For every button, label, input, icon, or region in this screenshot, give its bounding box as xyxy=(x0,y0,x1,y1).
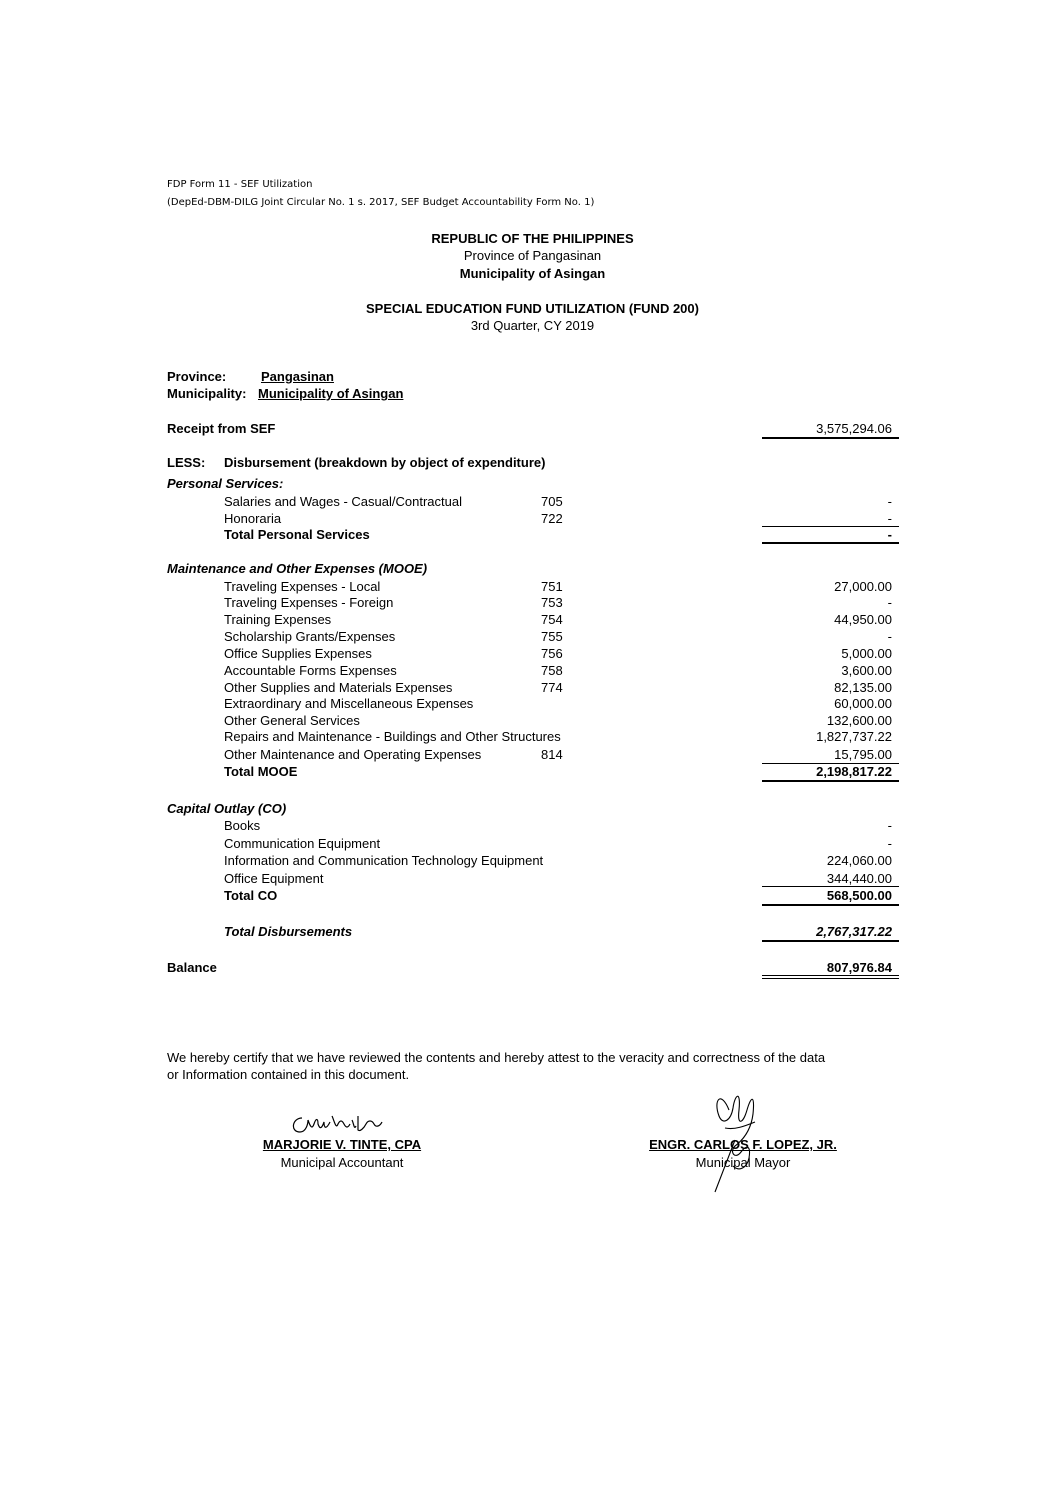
mooe-item-label: Repairs and Maintenance - Buildings and Other Structures xyxy=(224,729,561,744)
co-item-label: Communication Equipment xyxy=(224,836,381,851)
mooe-total-amount: 2,198,817.22 xyxy=(816,764,892,779)
co-item-label: Office Equipment xyxy=(224,871,324,886)
mooe-item-amount: 3,600.00 xyxy=(841,663,892,678)
municipality-value: Municipality of Asingan xyxy=(258,386,404,401)
province-value: Pangasinan xyxy=(261,369,334,384)
less-label: LESS: xyxy=(167,455,206,470)
mooe-item-amount: 5,000.00 xyxy=(841,646,892,661)
accountant-signature xyxy=(288,1110,388,1138)
report-title: SPECIAL EDUCATION FUND UTILIZATION (FUND 200) xyxy=(366,301,699,316)
mooe-item-amount: 82,135.00 xyxy=(834,680,892,695)
balance-amount: 807,976.84 xyxy=(826,960,892,975)
mooe-item-code: 758 xyxy=(541,663,563,678)
co-total-rule xyxy=(762,904,899,906)
republic-heading: REPUBLIC OF THE PHILIPPINES xyxy=(431,231,634,246)
mooe-item-label: Other General Services xyxy=(224,713,360,728)
ps-item-code: 722 xyxy=(541,511,563,526)
ps-item-label: Salaries and Wages - Casual/Contractual xyxy=(224,494,462,509)
mooe-item-amount: - xyxy=(887,595,892,610)
mooe-item-label: Extraordinary and Miscellaneous Expenses xyxy=(224,696,474,711)
co-item-amount: - xyxy=(887,818,892,833)
ps-total-rule xyxy=(762,542,899,544)
mooe-total-rule xyxy=(762,780,899,782)
province-label: Province: xyxy=(167,369,227,384)
co-heading: Capital Outlay (CO) xyxy=(167,801,287,816)
balance-label: Balance xyxy=(167,960,217,975)
form-number: FDP Form 11 - SEF Utilization xyxy=(167,179,313,190)
ps-total-label: Total Personal Services xyxy=(224,527,370,542)
co-item-amount: - xyxy=(887,836,892,851)
co-item-amount: 224,060.00 xyxy=(826,853,892,868)
mooe-item-label: Traveling Expenses - Foreign xyxy=(224,595,394,610)
mooe-item-amount: 27,000.00 xyxy=(834,579,892,594)
mooe-item-label: Traveling Expenses - Local xyxy=(224,579,381,594)
co-item-label: Information and Communication Technology Equipment xyxy=(224,853,544,868)
co-total-label: Total CO xyxy=(224,888,278,903)
less-text: Disbursement (breakdown by object of expenditure) xyxy=(224,455,546,470)
personal-services-heading: Personal Services: xyxy=(167,476,284,491)
ps-item-code: 705 xyxy=(541,494,563,509)
mooe-heading: Maintenance and Other Expenses (MOOE) xyxy=(167,561,428,576)
mooe-item-amount: 1,827,737.22 xyxy=(816,729,892,744)
total-disbursements-rule xyxy=(762,940,899,942)
mooe-item-label: Other Maintenance and Operating Expenses xyxy=(224,747,482,762)
mooe-item-code: 751 xyxy=(541,579,563,594)
receipt-rule xyxy=(762,437,899,439)
ps-item-amount: - xyxy=(887,494,892,509)
mooe-item-code: 774 xyxy=(541,680,563,695)
mooe-item-label: Accountable Forms Expenses xyxy=(224,663,397,678)
co-item-amount: 344,440.00 xyxy=(826,871,892,886)
accountant-title: Municipal Accountant xyxy=(280,1155,404,1170)
total-disbursements-label: Total Disbursements xyxy=(224,924,353,939)
mooe-item-amount: 44,950.00 xyxy=(834,612,892,627)
receipt-amount: 3,575,294.06 xyxy=(816,421,892,436)
receipt-label: Receipt from SEF xyxy=(167,421,276,436)
mooe-item-amount: 132,600.00 xyxy=(826,713,892,728)
co-total-amount: 568,500.00 xyxy=(826,888,892,903)
form-reference: (DepEd-DBM-DILG Joint Circular No. 1 s. 2017, SEF Budget Accountability Form No. 1) xyxy=(167,197,595,208)
total-disbursements-amount: 2,767,317.22 xyxy=(816,924,892,939)
ps-item-amount: - xyxy=(887,511,892,526)
certification-line-1: We hereby certify that we have reviewed the contents and hereby attest to the veracity and correctness of the data xyxy=(167,1050,826,1065)
mooe-item-label: Scholarship Grants/Expenses xyxy=(224,629,396,644)
mooe-item-code: 755 xyxy=(541,629,563,644)
balance-double-rule xyxy=(762,975,899,979)
co-item-label: Books xyxy=(224,818,261,833)
mayor-name: ENGR. CARLOS F. LOPEZ, JR. xyxy=(649,1137,837,1152)
certification-line-2: or Information contained in this document. xyxy=(167,1067,410,1082)
ps-total-amount: - xyxy=(887,527,892,542)
accountant-name: MARJORIE V. TINTE, CPA xyxy=(262,1137,422,1152)
mooe-item-code: 754 xyxy=(541,612,563,627)
mooe-item-amount: - xyxy=(887,629,892,644)
mooe-item-label: Training Expenses xyxy=(224,612,332,627)
mooe-item-code: 753 xyxy=(541,595,563,610)
municipality-heading: Municipality of Asingan xyxy=(459,266,606,281)
mooe-item-amount: 60,000.00 xyxy=(834,696,892,711)
mooe-item-label: Other Supplies and Materials Expenses xyxy=(224,680,453,695)
mayor-title: Municipal Mayor xyxy=(695,1155,791,1170)
co-subtotal-rule xyxy=(762,886,899,887)
municipality-label: Municipality: xyxy=(167,386,247,401)
mooe-item-code: 814 xyxy=(541,747,563,762)
mooe-item-label: Office Supplies Expenses xyxy=(224,646,372,661)
ps-item-label: Honoraria xyxy=(224,511,282,526)
mooe-item-code: 756 xyxy=(541,646,563,661)
mooe-total-label: Total MOOE xyxy=(224,764,298,779)
mooe-item-amount: 15,795.00 xyxy=(834,747,892,762)
province-heading: Province of Pangasinan xyxy=(463,248,602,263)
report-period: 3rd Quarter, CY 2019 xyxy=(470,318,595,333)
